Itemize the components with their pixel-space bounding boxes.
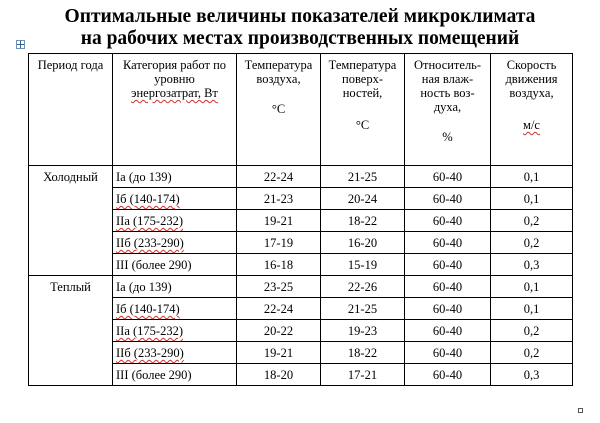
humidity-cell: 60-40 — [405, 320, 491, 342]
category-cell: Iа (до 139) — [113, 166, 237, 188]
header-surface-temp-line-2: поверх- — [342, 72, 383, 86]
header-category-line-3: энергозатрат, Вт — [131, 86, 218, 100]
header-air-temp-line-1: Температура — [244, 58, 313, 72]
header-humidity — [405, 54, 491, 166]
surface-temp-cell: 21-25 — [321, 166, 405, 188]
table-resize-handle-icon[interactable] — [578, 408, 583, 413]
header-humidity-line-1: Относитель- — [413, 58, 482, 72]
humidity-cell: 60-40 — [405, 210, 491, 232]
table-header-row — [29, 54, 573, 166]
air-temp-cell: 17-19 — [237, 232, 321, 254]
air-temp-cell: 18-20 — [237, 364, 321, 386]
surface-temp-cell: 21-25 — [321, 298, 405, 320]
header-surface-temp-line-1: Температура — [328, 58, 397, 72]
header-air-speed-line-1: Скорость — [506, 58, 557, 72]
air-temp-cell: 20-22 — [237, 320, 321, 342]
period-cell-warm: Теплый — [29, 276, 113, 386]
air-temp-cell: 16-18 — [237, 254, 321, 276]
humidity-cell: 60-40 — [405, 298, 491, 320]
category-cell: Iб (140-174) — [113, 298, 237, 320]
air-speed-cell: 0,2 — [491, 320, 573, 342]
header-category-line-2: уровню — [154, 72, 195, 86]
category-cell: III (более 290) — [113, 364, 237, 386]
header-humidity-line-3: ность воз- — [420, 86, 475, 100]
category-cell: Iа (до 139) — [113, 276, 237, 298]
humidity-cell: 60-40 — [405, 364, 491, 386]
header-category — [113, 54, 237, 166]
period-cell-cold: Холодный — [29, 166, 113, 276]
air-temp-cell: 19-21 — [237, 210, 321, 232]
category-cell: IIа (175-232) — [113, 320, 237, 342]
humidity-cell: 60-40 — [405, 254, 491, 276]
category-cell: III (более 290) — [113, 254, 237, 276]
surface-temp-cell: 20-24 — [321, 188, 405, 210]
header-surface-temp — [321, 54, 405, 166]
humidity-cell: 60-40 — [405, 166, 491, 188]
header-air-temp — [237, 54, 321, 166]
title-line-1: Оптимальные величины показателей микроклимата — [64, 6, 536, 27]
document-title — [0, 6, 600, 50]
header-air-speed-unit: м/с — [523, 118, 540, 132]
air-speed-cell: 0,1 — [491, 166, 573, 188]
header-surface-temp-line-3: ностей, — [342, 86, 383, 100]
header-air-temp-unit: °С — [271, 102, 286, 116]
table-move-handle-icon[interactable] — [16, 40, 25, 49]
air-speed-cell: 0,1 — [491, 298, 573, 320]
table-row — [29, 166, 573, 188]
header-air-temp-line-2: воздуха, — [256, 72, 301, 86]
air-speed-cell: 0,3 — [491, 364, 573, 386]
category-cell: Iб (140-174) — [113, 188, 237, 210]
air-speed-cell: 0,2 — [491, 210, 573, 232]
air-temp-cell: 22-24 — [237, 298, 321, 320]
air-speed-cell: 0,3 — [491, 254, 573, 276]
header-period-label: Период года — [37, 58, 104, 72]
header-air-speed-line-3: воздуха, — [509, 86, 554, 100]
microclimate-table — [28, 53, 573, 386]
surface-temp-cell: 19-23 — [321, 320, 405, 342]
air-temp-cell: 19-21 — [237, 342, 321, 364]
humidity-cell: 60-40 — [405, 342, 491, 364]
air-speed-cell: 0,2 — [491, 342, 573, 364]
table-row — [29, 276, 573, 298]
air-speed-cell: 0,1 — [491, 188, 573, 210]
surface-temp-cell: 17-21 — [321, 364, 405, 386]
humidity-cell: 60-40 — [405, 188, 491, 210]
header-air-speed — [491, 54, 573, 166]
header-humidity-line-2: ная влаж- — [421, 72, 474, 86]
humidity-cell: 60-40 — [405, 276, 491, 298]
humidity-cell: 60-40 — [405, 232, 491, 254]
surface-temp-cell: 15-19 — [321, 254, 405, 276]
category-cell: IIа (175-232) — [113, 210, 237, 232]
air-temp-cell: 21-23 — [237, 188, 321, 210]
air-speed-cell: 0,2 — [491, 232, 573, 254]
surface-temp-cell: 18-22 — [321, 342, 405, 364]
title-line-2: на рабочих местах производственных помещений — [80, 28, 520, 49]
air-speed-cell: 0,1 — [491, 276, 573, 298]
header-humidity-line-4: духа, — [433, 100, 462, 114]
surface-temp-cell: 16-20 — [321, 232, 405, 254]
header-surface-temp-unit: °С — [355, 118, 370, 132]
air-temp-cell: 23-25 — [237, 276, 321, 298]
air-temp-cell: 22-24 — [237, 166, 321, 188]
header-category-line-1: Категория работ по — [122, 58, 227, 72]
header-humidity-unit: % — [442, 130, 453, 144]
surface-temp-cell: 18-22 — [321, 210, 405, 232]
header-air-speed-line-2: движения — [505, 72, 558, 86]
category-cell: IIб (233-290) — [113, 342, 237, 364]
category-cell: IIб (233-290) — [113, 232, 237, 254]
surface-temp-cell: 22-26 — [321, 276, 405, 298]
header-period — [29, 54, 113, 166]
